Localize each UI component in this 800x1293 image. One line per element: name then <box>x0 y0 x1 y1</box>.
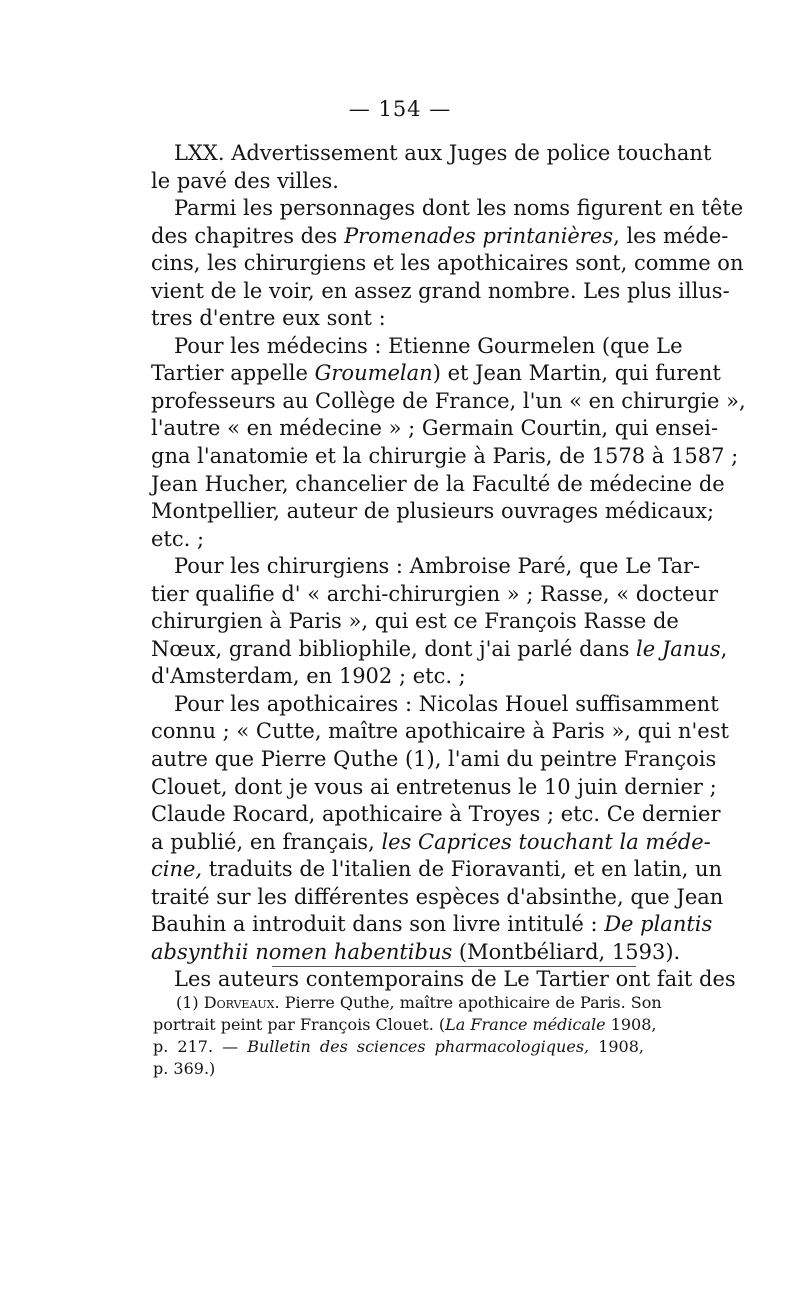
text-run: 1908, <box>589 1037 645 1056</box>
text-run: des chapitres des <box>151 223 344 248</box>
text-line: Parmi les personnages dont les noms figurent en tête <box>174 196 744 221</box>
text-line: traité sur les différentes espèces d'absinthe, que Jean <box>151 884 724 909</box>
footnote-divider <box>272 966 636 967</box>
footnote <box>153 992 662 1080</box>
text-line: le pavé des villes. <box>151 168 339 193</box>
name-groumelan: Groumelan <box>314 361 433 386</box>
author-name: Dorveaux <box>203 993 275 1012</box>
text-run: portrait peint par François Clouet. ( <box>153 1015 446 1034</box>
journal-title: La France médicale <box>445 1015 606 1034</box>
text-line: l'autre « en médecine » ; Germain Courtin, qui ensei- <box>151 416 719 441</box>
text-run: , <box>720 636 728 661</box>
body-text <box>151 140 746 994</box>
text-line: autre que Pierre Quthe (1), l'ami du peintre François <box>151 747 717 772</box>
text-run: a publié, en français, <box>151 829 382 854</box>
footnote-line: p. 369.) <box>153 1059 216 1078</box>
text-line: Pour les chirurgiens : Ambroise Paré, que Le Tar- <box>174 554 701 579</box>
text-line: tier qualifie d' « archi-chirurgien » ; Rasse, « docteur <box>151 581 719 606</box>
text-run: (Montbéliard, 1593). <box>452 939 681 964</box>
text-line: Pour les apothicaires : Nicolas Houel suffisamment <box>174 691 719 716</box>
page-number: — 154 — <box>348 97 452 121</box>
text-line: gna l'anatomie et la chirurgie à Paris, de 1578 à 1587 ; <box>151 444 739 469</box>
text-line: connu ; « Cutte, maître apothicaire à Paris », qui n'est <box>151 719 729 744</box>
text-line <box>151 911 713 939</box>
text-line: cins, les chirurgiens et les apothicaires sont, comme on <box>151 251 744 276</box>
title-janus: le Janus <box>636 636 721 661</box>
text-line: Jean Hucher, chancelier de la Faculté de médecine de <box>151 471 725 496</box>
text-line: vient de le voir, en assez grand nombre. Les plus illus- <box>151 278 730 303</box>
text-line <box>151 223 729 251</box>
text-run: Bauhin a introduit dans son livre intitulé : <box>151 912 605 937</box>
text-run: Tartier appelle <box>151 361 315 386</box>
text-line: LXX. Advertissement aux Juges de police touchant <box>174 141 712 165</box>
footnote-line <box>153 1036 644 1058</box>
text-line <box>151 856 723 884</box>
text-run: Nœux, grand bibliophile, dont j'ai parlé dans <box>151 636 637 661</box>
text-run: 1908, <box>605 1015 657 1034</box>
text-line: chirurgien à Paris », qui est ce François Rasse de <box>151 609 679 634</box>
text-line: Claude Rocard, apothicaire à Troyes ; etc. Ce dernier <box>151 802 721 827</box>
text-line: d'Amsterdam, en 1902 ; etc. ; <box>151 664 466 689</box>
footnote-line <box>153 1014 657 1036</box>
text-run: traduits de l'italien de Fioravanti, et en latin, un <box>202 857 723 882</box>
text-line: Pour les médecins : Etienne Gourmelen (que Le <box>174 333 683 358</box>
title-de-plantis-cont: absynthii nomen habentibus <box>151 939 453 964</box>
footnote-marker: (1) <box>176 993 204 1012</box>
text-line: tres d'entre eux sont : <box>151 306 386 331</box>
text-line <box>151 829 711 857</box>
title-caprices: les Caprices touchant la méde- <box>381 829 711 854</box>
text-line: professeurs au Collège de France, l'un « en chirurgie », <box>151 388 746 413</box>
text-line: Les auteurs contemporains de Le Tartier ont fait des <box>174 967 736 992</box>
text-line <box>151 939 681 967</box>
text-run: , les méde- <box>613 223 729 248</box>
text-run: . Pierre Quthe, maître apothicaire de Paris. Son <box>274 993 662 1012</box>
text-line <box>151 360 721 388</box>
title-de-plantis: De plantis <box>604 912 713 937</box>
text-run: ) et Jean Martin, qui furent <box>432 361 721 386</box>
text-run: p. 217. — <box>153 1037 248 1056</box>
journal-title: Bulletin des sciences pharmacologiques, <box>247 1037 590 1056</box>
title-caprices-cont: cine, <box>151 857 203 882</box>
title-promenades: Promenades printanières <box>343 223 614 248</box>
text-line: Clouet, dont je vous ai entretenus le 10 juin dernier ; <box>151 774 717 799</box>
text-line: Montpellier, auteur de plusieurs ouvrages médicaux; <box>151 499 715 524</box>
footnote-line <box>153 992 662 1014</box>
text-line: etc. ; <box>151 526 205 551</box>
text-line <box>151 636 728 664</box>
